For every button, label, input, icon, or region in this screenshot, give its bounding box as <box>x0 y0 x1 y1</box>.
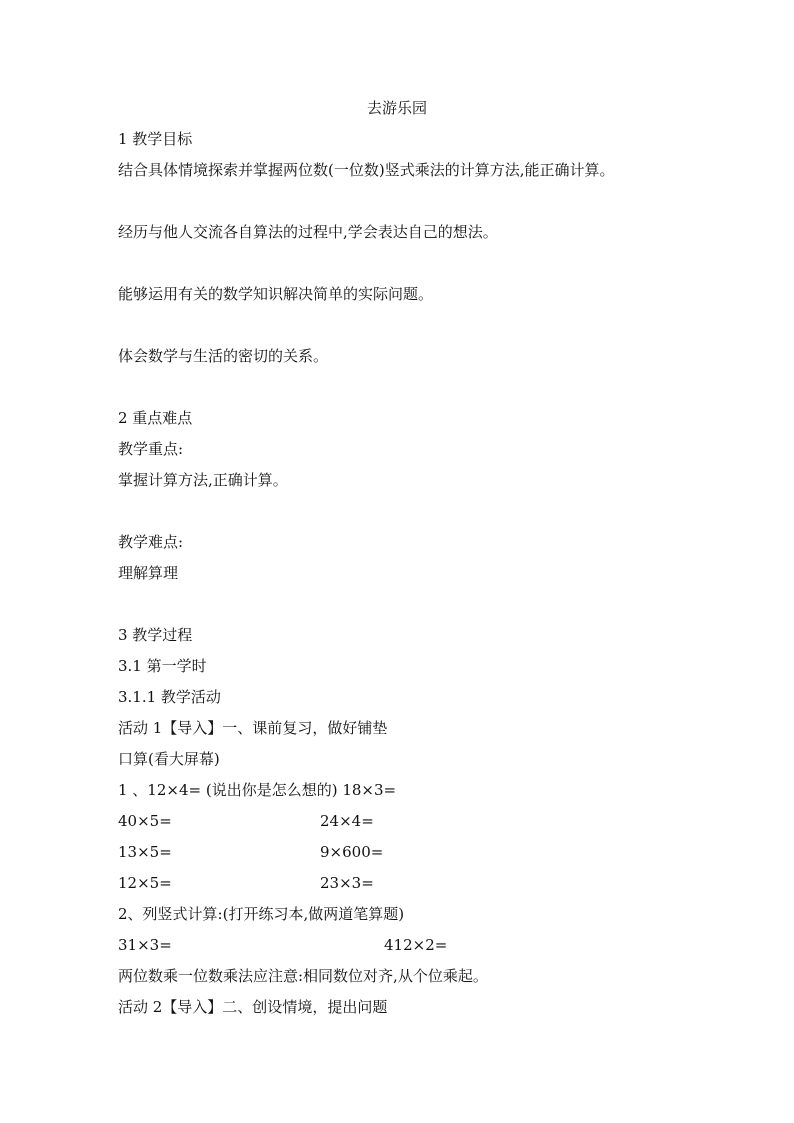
section-2-heading: 2 重点难点 <box>118 409 193 427</box>
activity-2-heading: 活动 2【导入】二、创设情境，提出问题 <box>118 998 388 1016</box>
calc-item: 40×5= <box>118 812 172 830</box>
calc-item: 23×3= <box>320 874 374 892</box>
section-1-heading: 1 教学目标 <box>118 130 193 148</box>
calc-row <box>118 873 374 893</box>
section-3-1-1-heading: 3.1.1 教学活动 <box>118 688 221 706</box>
question-1: 1 、12×4= (说出你是怎么想的) 18×3= <box>118 781 397 799</box>
calc-item: 13×5= <box>118 843 172 861</box>
objective-4: 体会数学与生活的密切的关系。 <box>118 347 329 365</box>
question-2: 2、列竖式计算:(打开练习本,做两道笔算题) <box>118 905 405 923</box>
calc-item: 9×600= <box>320 843 384 861</box>
key-point-label: 教学重点: <box>118 440 184 458</box>
calc-row <box>118 935 448 955</box>
difficulty-label: 教学难点: <box>118 533 184 551</box>
note-text: 两位数乘一位数乘法应注意:相同数位对齐,从个位乘起。 <box>118 967 488 985</box>
calc-item: 412×2= <box>384 936 448 954</box>
calc-item: 31×3= <box>118 936 172 954</box>
difficulty-text: 理解算理 <box>118 564 179 582</box>
objective-2: 经历与他人交流各自算法的过程中,学会表达自己的想法。 <box>118 223 498 241</box>
document-title: 去游乐园 <box>366 99 427 117</box>
calc-item: 24×4= <box>320 812 374 830</box>
section-3-1-heading: 3.1 第一学时 <box>118 657 207 675</box>
objective-3: 能够运用有关的数学知识解决简单的实际问题。 <box>118 285 434 303</box>
key-point-text: 掌握计算方法,正确计算。 <box>118 471 288 489</box>
calc-row <box>118 842 384 862</box>
section-3-heading: 3 教学过程 <box>118 626 193 644</box>
oral-calc-label: 口算(看大屏幕) <box>118 750 220 768</box>
calc-row <box>118 811 374 831</box>
activity-1-heading: 活动 1【导入】一、课前复习，做好铺垫 <box>118 719 388 737</box>
calc-item: 12×5= <box>118 874 172 892</box>
objective-1: 结合具体情境探索并掌握两位数(一位数)竖式乘法的计算方法,能正确计算。 <box>118 161 615 179</box>
